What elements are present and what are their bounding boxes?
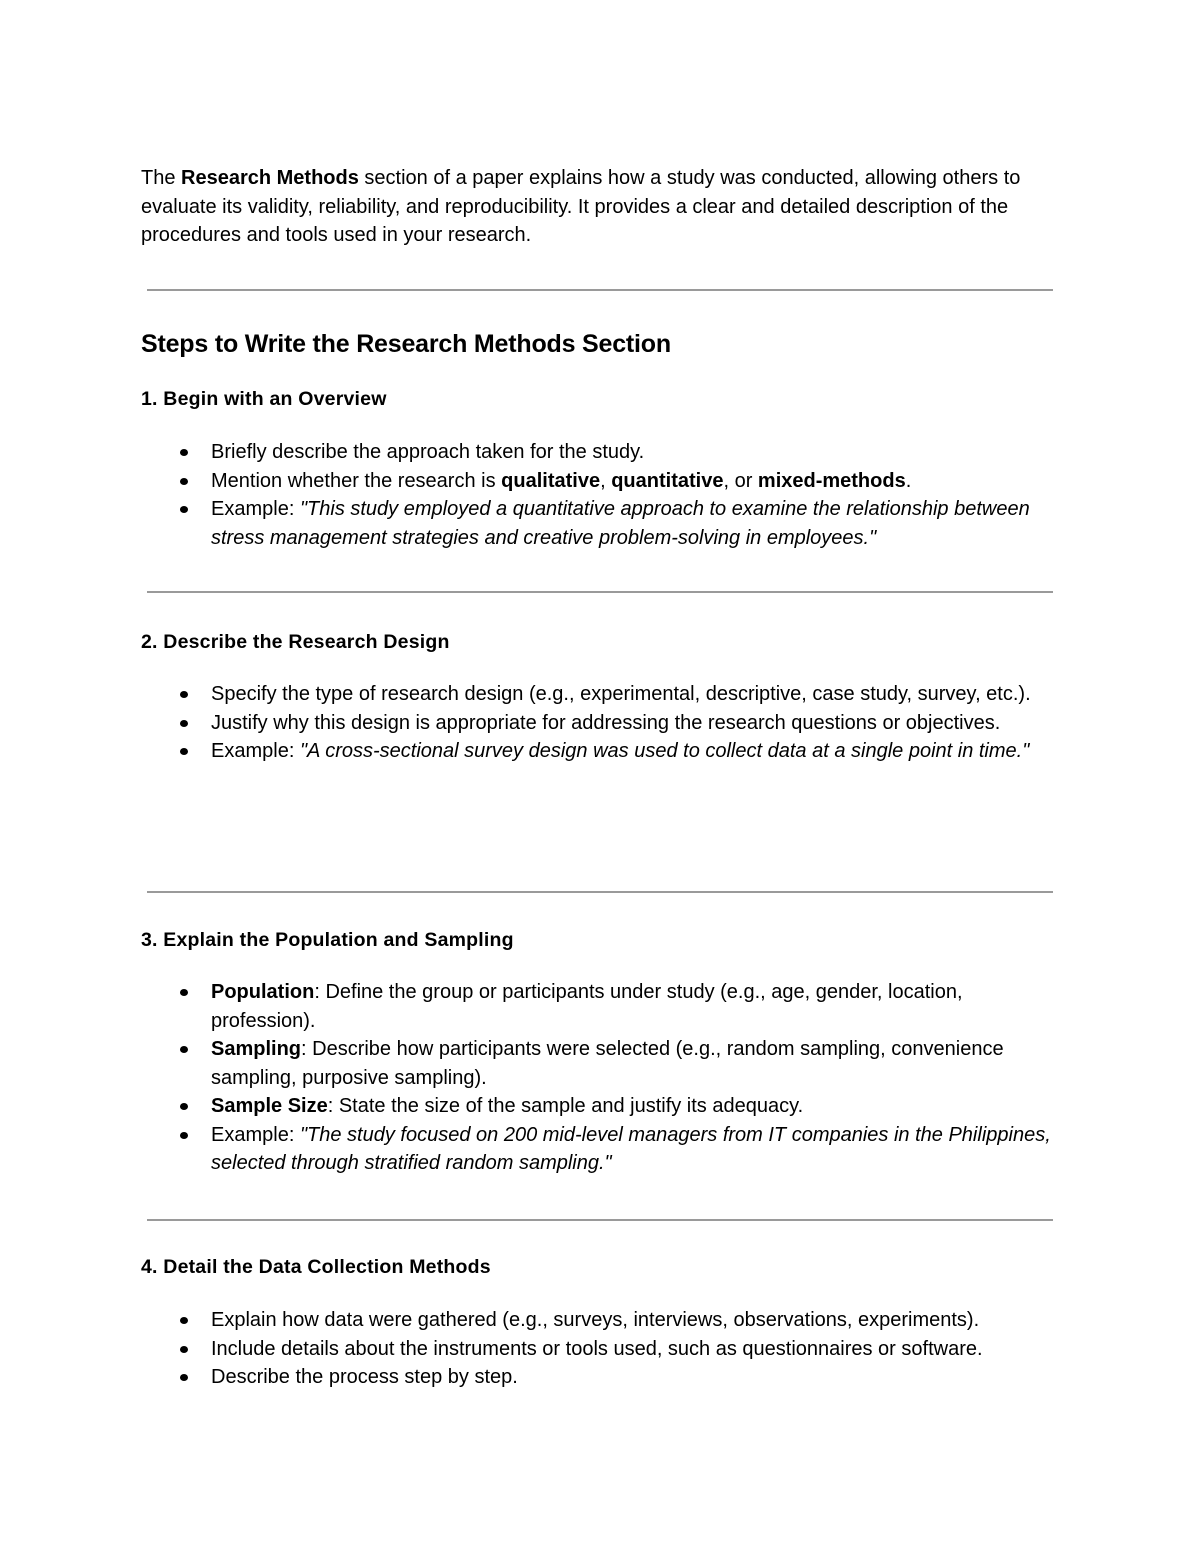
list-item: Sampling: Describe how participants were selected (e.g., random sampling, convenience sampling, purposive sampling).: [141, 1035, 1061, 1092]
list-item: Explain how data were gathered (e.g., surveys, interviews, observations, experiments).: [141, 1306, 1061, 1335]
list-item: Mention whether the research is qualitative, quantitative, or mixed-methods.: [141, 467, 1061, 496]
list-item: Example: "A cross-sectional survey design was used to collect data at a single point in time.": [141, 737, 1061, 766]
step-1-heading: 1. Begin with an Overview: [141, 388, 387, 410]
step-3-heading: 3. Explain the Population and Sampling: [141, 929, 514, 951]
divider: [147, 289, 1053, 291]
divider: [147, 591, 1053, 593]
step-4-list: [141, 1306, 1061, 1392]
step-2-list: [141, 680, 1061, 766]
list-item: Justify why this design is appropriate for addressing the research questions or objectives.: [141, 709, 1061, 738]
step-1-list: [141, 438, 1061, 552]
intro-paragraph: [141, 164, 1061, 250]
step-4-heading: 4. Detail the Data Collection Methods: [141, 1256, 491, 1278]
divider: [147, 1219, 1053, 1221]
list-item: Briefly describe the approach taken for the study.: [141, 438, 1061, 467]
list-item: Sample Size: State the size of the sample and justify its adequacy.: [141, 1092, 1061, 1121]
list-item: Include details about the instruments or tools used, such as questionnaires or software.: [141, 1335, 1061, 1364]
list-item: Example: "This study employed a quantitative approach to examine the relationship between stress management strategies and creative problem-solving in employees.": [141, 495, 1061, 552]
list-item: Example: "The study focused on 200 mid-level managers from IT companies in the Philippines, selected through stratified random sampling.": [141, 1121, 1061, 1178]
intro-text-pre: The: [141, 167, 182, 189]
intro-bold-term: Research Methods: [181, 167, 359, 189]
step-2-heading: 2. Describe the Research Design: [141, 631, 450, 653]
intro-text-post: section of a paper explains how a study was conducted, allowing others to evaluate its validity, reliability, and reproducibility. It provides a clear and detailed description of the procedures and tools used in your research.: [141, 167, 1021, 246]
list-item: Population: Define the group or participants under study (e.g., age, gender, location, profession).: [141, 978, 1061, 1035]
step-3-list: [141, 978, 1061, 1178]
list-item: Specify the type of research design (e.g., experimental, descriptive, case study, survey, etc.).: [141, 680, 1061, 709]
list-item: Describe the process step by step.: [141, 1363, 1061, 1392]
divider: [147, 891, 1053, 893]
page-title: Steps to Write the Research Methods Section: [141, 330, 671, 358]
